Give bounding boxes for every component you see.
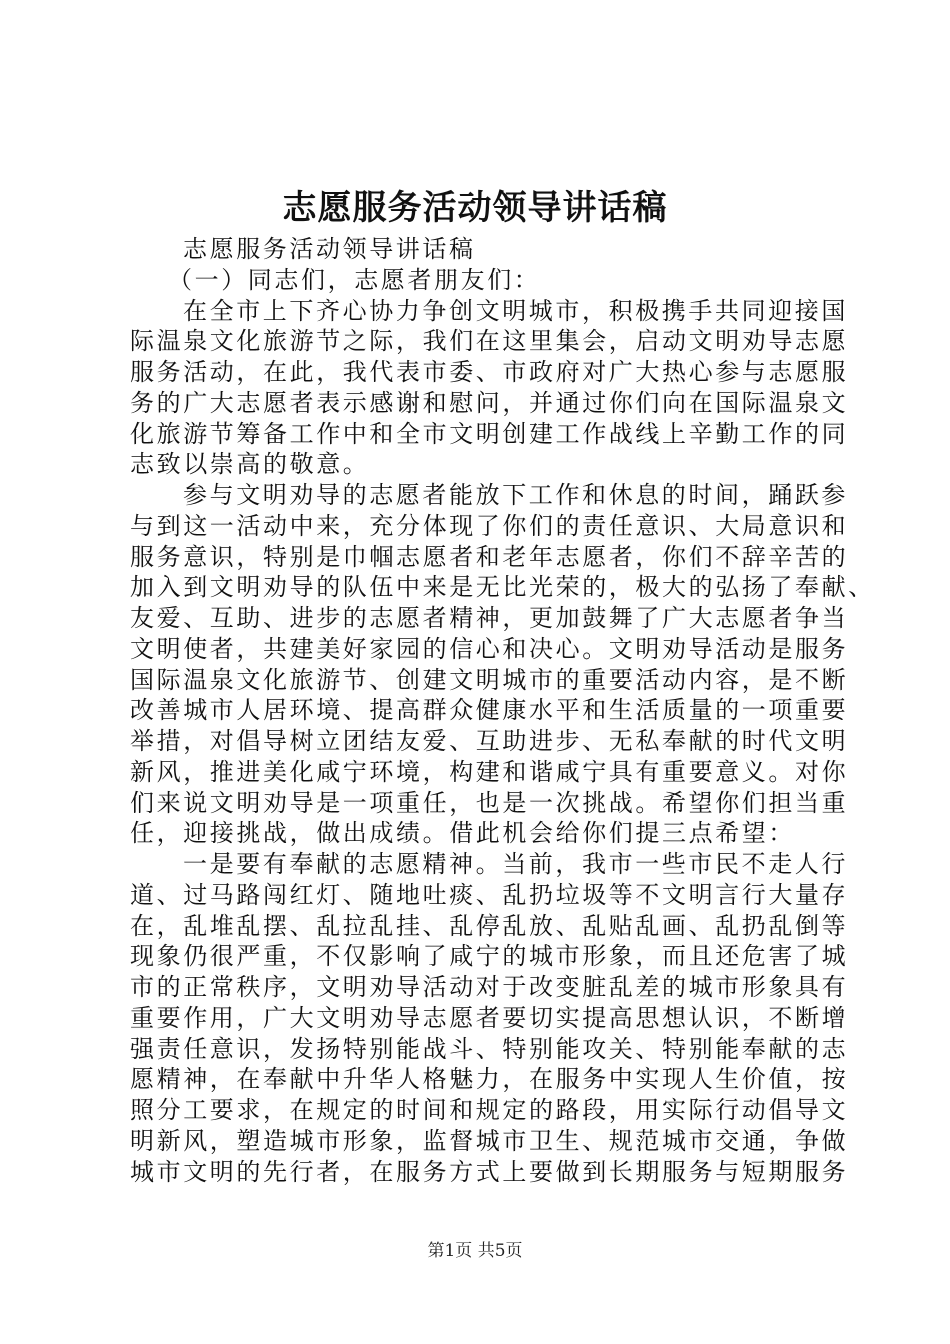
text-line: 化旅游节筹备工作中和全市文明创建工作战线上辛勤工作的同	[130, 419, 849, 448]
text-line: 国际温泉文化旅游节、创建文明城市的重要活动内容，是不断	[130, 665, 849, 694]
text-line: 市的正常秩序，文明劝导活动对于改变脏乱差的城市形象具有	[130, 973, 849, 1001]
text-line: 强责任意识，发扬特别能战斗、特别能攻关、特别能奉献的志	[130, 1034, 849, 1063]
text-line: 任，迎接挑战，做出成绩。借此机会给你们提三点希望：	[130, 819, 795, 848]
text-line: 在全市上下齐心协力争创文明城市，积极携手共同迎接国	[183, 296, 848, 325]
text-line: 明新风，塑造城市形象，监督城市卫生、规范城市交通，争做	[130, 1126, 849, 1155]
text-line: 道、过马路闯红灯、随地吐痰、乱扔垃圾等不文明言行大量存	[130, 880, 849, 909]
text-line: 服务活动，在此，我代表市委、市政府对广大热心参与志愿服	[130, 358, 849, 386]
text-line: 一是要有奉献的志愿精神。当前，我市一些市民不走人行	[183, 850, 848, 878]
text-line: 举措，对倡导树立团结友爱、互助进步、无私奉献的时代文明	[130, 727, 849, 755]
text-line: 参与文明劝导的志愿者能放下工作和休息的时间，踊跃参	[183, 481, 848, 509]
page-footer: 第1页 共5页	[427, 1241, 523, 1261]
text-line: 城市文明的先行者，在服务方式上要做到长期服务与短期服务	[130, 1157, 849, 1186]
text-line: 在，乱堆乱摆、乱拉乱挂、乱停乱放、乱贴乱画、乱扔乱倒等	[130, 911, 849, 940]
text-line: 服务意识，特别是巾帼志愿者和老年志愿者，你们不辞辛苦的	[130, 542, 849, 571]
text-line: 文明使者，共建美好家园的信心和决心。文明劝导活动是服务	[130, 634, 849, 663]
text-line: 加入到文明劝导的队伍中来是无比光荣的，极大的弘扬了奉献、	[130, 573, 875, 602]
text-line: 现象仍很严重，不仅影响了咸宁的城市形象，而且还危害了城	[130, 942, 849, 971]
text-line: 改善城市人居环境、提高群众健康水平和生活质量的一项重要	[130, 696, 849, 725]
text-line: （一）同志们，志愿者朋友们：	[168, 265, 541, 294]
text-line: 志致以崇高的敬意。	[130, 450, 370, 479]
text-line: 与到这一活动中来，充分体现了你们的责任意识、大局意识和	[130, 511, 849, 540]
text-line: 重要作用，广大文明劝导志愿者要切实提高思想认识，不断增	[130, 1003, 849, 1032]
text-line: 志愿服务活动领导讲话稿	[183, 235, 476, 263]
text-line: 照分工要求，在规定的时间和规定的路段，用实际行动倡导文	[130, 1096, 849, 1124]
text-line: 愿精神，在奉献中升华人格魅力，在服务中实现人生价值，按	[130, 1065, 849, 1094]
text-line: 际温泉文化旅游节之际，我们在这里集会，启动文明劝导志愿	[130, 327, 849, 356]
text-line: 务的广大志愿者表示感谢和慰问，并通过你们向在国际温泉文	[130, 388, 849, 417]
document-title: 志愿服务活动领导讲话稿	[282, 188, 668, 228]
text-line: 们来说文明劝导是一项重任，也是一次挑战。希望你们担当重	[130, 788, 849, 817]
text-line: 友爱、互助、进步的志愿者精神，更加鼓舞了广大志愿者争当	[130, 604, 849, 632]
text-line: 新风，推进美化咸宁环境，构建和谐咸宁具有重要意义。对你	[130, 757, 849, 786]
document-body	[130, 234, 875, 1187]
